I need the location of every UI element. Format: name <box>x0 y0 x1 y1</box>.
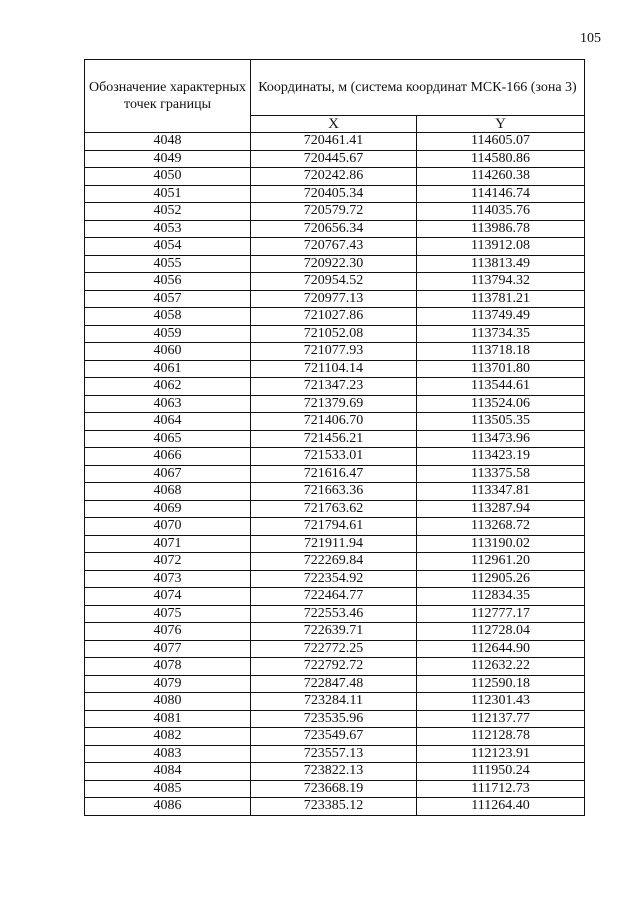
table-row <box>85 605 585 623</box>
cell-point-id: 4086 <box>85 798 251 816</box>
cell-y: 114260.38 <box>417 168 585 186</box>
table-row <box>85 728 585 746</box>
cell-point-id: 4055 <box>85 255 251 273</box>
cell-x: 720954.52 <box>251 273 417 291</box>
cell-x: 722269.84 <box>251 553 417 571</box>
cell-y: 114146.74 <box>417 185 585 203</box>
cell-x: 721027.86 <box>251 308 417 326</box>
cell-point-id: 4051 <box>85 185 251 203</box>
cell-x: 721104.14 <box>251 360 417 378</box>
cell-point-id: 4056 <box>85 273 251 291</box>
cell-y: 112644.90 <box>417 640 585 658</box>
cell-y: 113423.19 <box>417 448 585 466</box>
cell-point-id: 4073 <box>85 570 251 588</box>
table-row <box>85 570 585 588</box>
cell-x: 721379.69 <box>251 395 417 413</box>
cell-point-id: 4063 <box>85 395 251 413</box>
cell-point-id: 4053 <box>85 220 251 238</box>
cell-x: 723822.13 <box>251 763 417 781</box>
cell-x: 720461.41 <box>251 133 417 151</box>
cell-point-id: 4072 <box>85 553 251 571</box>
cell-x: 723284.11 <box>251 693 417 711</box>
cell-point-id: 4066 <box>85 448 251 466</box>
header-y: Y <box>417 115 585 132</box>
cell-x: 721533.01 <box>251 448 417 466</box>
cell-y: 113544.61 <box>417 378 585 396</box>
cell-x: 723385.12 <box>251 798 417 816</box>
table-row <box>85 675 585 693</box>
table-row <box>85 640 585 658</box>
cell-point-id: 4058 <box>85 308 251 326</box>
cell-y: 112961.20 <box>417 553 585 571</box>
cell-point-id: 4083 <box>85 745 251 763</box>
cell-x: 722464.77 <box>251 588 417 606</box>
cell-x: 722772.25 <box>251 640 417 658</box>
cell-x: 723535.96 <box>251 710 417 728</box>
cell-x: 720579.72 <box>251 203 417 221</box>
cell-x: 721052.08 <box>251 325 417 343</box>
cell-y: 114580.86 <box>417 150 585 168</box>
cell-x: 723557.13 <box>251 745 417 763</box>
table-row <box>85 360 585 378</box>
cell-y: 113781.21 <box>417 290 585 308</box>
table-row <box>85 518 585 536</box>
cell-point-id: 4065 <box>85 430 251 448</box>
table-row <box>85 500 585 518</box>
cell-y: 113813.49 <box>417 255 585 273</box>
cell-point-id: 4080 <box>85 693 251 711</box>
cell-y: 111950.24 <box>417 763 585 781</box>
table-row <box>85 290 585 308</box>
table-body <box>85 133 585 816</box>
table-row <box>85 203 585 221</box>
table-row <box>85 150 585 168</box>
table-row <box>85 693 585 711</box>
header-point-label: Обозначение характерных точек границы <box>85 60 251 133</box>
cell-x: 721663.36 <box>251 483 417 501</box>
table-row <box>85 395 585 413</box>
table-row <box>85 483 585 501</box>
page-number: 105 <box>580 31 601 46</box>
cell-point-id: 4064 <box>85 413 251 431</box>
header-coordinates: Координаты, м (система координат МСК-166 (зона 3) <box>251 60 585 116</box>
table-row <box>85 658 585 676</box>
cell-point-id: 4071 <box>85 535 251 553</box>
table-row <box>85 623 585 641</box>
cell-y: 113505.35 <box>417 413 585 431</box>
cell-x: 723549.67 <box>251 728 417 746</box>
cell-x: 721794.61 <box>251 518 417 536</box>
cell-point-id: 4078 <box>85 658 251 676</box>
table-row <box>85 325 585 343</box>
cell-x: 721077.93 <box>251 343 417 361</box>
cell-x: 720405.34 <box>251 185 417 203</box>
table-row <box>85 133 585 151</box>
cell-y: 114035.76 <box>417 203 585 221</box>
cell-y: 112905.26 <box>417 570 585 588</box>
cell-point-id: 4076 <box>85 623 251 641</box>
cell-y: 112123.91 <box>417 745 585 763</box>
cell-point-id: 4062 <box>85 378 251 396</box>
cell-y: 113375.58 <box>417 465 585 483</box>
cell-x: 722847.48 <box>251 675 417 693</box>
table-row <box>85 798 585 816</box>
cell-y: 113912.08 <box>417 238 585 256</box>
cell-point-id: 4052 <box>85 203 251 221</box>
cell-y: 113701.80 <box>417 360 585 378</box>
cell-point-id: 4050 <box>85 168 251 186</box>
cell-point-id: 4061 <box>85 360 251 378</box>
cell-y: 113347.81 <box>417 483 585 501</box>
table-row <box>85 535 585 553</box>
cell-y: 113749.49 <box>417 308 585 326</box>
cell-point-id: 4075 <box>85 605 251 623</box>
cell-point-id: 4070 <box>85 518 251 536</box>
cell-point-id: 4084 <box>85 763 251 781</box>
header-x: X <box>251 115 417 132</box>
cell-point-id: 4081 <box>85 710 251 728</box>
cell-x: 720767.43 <box>251 238 417 256</box>
cell-x: 721347.23 <box>251 378 417 396</box>
cell-point-id: 4082 <box>85 728 251 746</box>
coordinates-table <box>84 59 585 816</box>
cell-y: 113718.18 <box>417 343 585 361</box>
cell-point-id: 4079 <box>85 675 251 693</box>
table-row <box>85 553 585 571</box>
table-row <box>85 448 585 466</box>
table-row <box>85 220 585 238</box>
table-header <box>85 60 585 133</box>
cell-y: 112301.43 <box>417 693 585 711</box>
cell-x: 721456.21 <box>251 430 417 448</box>
cell-point-id: 4060 <box>85 343 251 361</box>
table-row <box>85 273 585 291</box>
cell-x: 720922.30 <box>251 255 417 273</box>
table-row <box>85 710 585 728</box>
table-row <box>85 763 585 781</box>
table-row <box>85 588 585 606</box>
cell-x: 722553.46 <box>251 605 417 623</box>
cell-x: 720656.34 <box>251 220 417 238</box>
cell-point-id: 4049 <box>85 150 251 168</box>
cell-x: 722354.92 <box>251 570 417 588</box>
cell-x: 720445.67 <box>251 150 417 168</box>
cell-point-id: 4069 <box>85 500 251 518</box>
cell-y: 113473.96 <box>417 430 585 448</box>
table-row <box>85 378 585 396</box>
table-row <box>85 238 585 256</box>
cell-x: 721763.62 <box>251 500 417 518</box>
cell-y: 112632.22 <box>417 658 585 676</box>
cell-y: 111712.73 <box>417 780 585 798</box>
table-row <box>85 168 585 186</box>
cell-y: 113268.72 <box>417 518 585 536</box>
cell-x: 720242.86 <box>251 168 417 186</box>
cell-point-id: 4057 <box>85 290 251 308</box>
table-row <box>85 430 585 448</box>
cell-point-id: 4085 <box>85 780 251 798</box>
cell-y: 111264.40 <box>417 798 585 816</box>
table-row <box>85 780 585 798</box>
table-row <box>85 413 585 431</box>
cell-point-id: 4048 <box>85 133 251 151</box>
cell-y: 112128.78 <box>417 728 585 746</box>
cell-x: 722792.72 <box>251 658 417 676</box>
cell-point-id: 4067 <box>85 465 251 483</box>
cell-y: 113734.35 <box>417 325 585 343</box>
cell-x: 721406.70 <box>251 413 417 431</box>
cell-y: 112834.35 <box>417 588 585 606</box>
cell-y: 113287.94 <box>417 500 585 518</box>
cell-x: 722639.71 <box>251 623 417 641</box>
cell-x: 723668.19 <box>251 780 417 798</box>
cell-y: 112728.04 <box>417 623 585 641</box>
cell-y: 112777.17 <box>417 605 585 623</box>
cell-y: 112137.77 <box>417 710 585 728</box>
cell-x: 721911.94 <box>251 535 417 553</box>
cell-y: 113524.06 <box>417 395 585 413</box>
cell-x: 721616.47 <box>251 465 417 483</box>
cell-y: 114605.07 <box>417 133 585 151</box>
table-row <box>85 745 585 763</box>
cell-point-id: 4054 <box>85 238 251 256</box>
table-row <box>85 255 585 273</box>
table-row <box>85 343 585 361</box>
cell-point-id: 4059 <box>85 325 251 343</box>
table-row <box>85 185 585 203</box>
cell-point-id: 4074 <box>85 588 251 606</box>
cell-point-id: 4077 <box>85 640 251 658</box>
cell-x: 720977.13 <box>251 290 417 308</box>
table-row <box>85 465 585 483</box>
cell-y: 113190.02 <box>417 535 585 553</box>
cell-point-id: 4068 <box>85 483 251 501</box>
cell-y: 112590.18 <box>417 675 585 693</box>
cell-y: 113986.78 <box>417 220 585 238</box>
table-row <box>85 308 585 326</box>
cell-y: 113794.32 <box>417 273 585 291</box>
